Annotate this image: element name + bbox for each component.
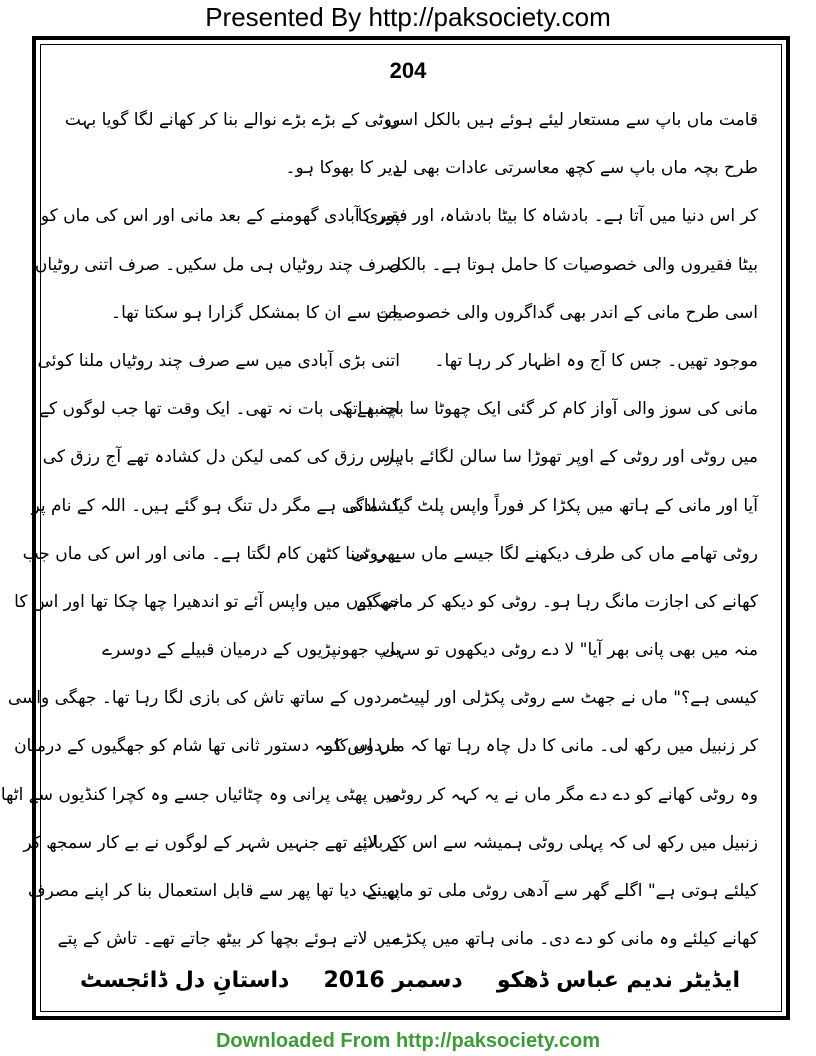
text-line: میں لاتے ہوئے بچھا کر بیٹھ جاتے تھے۔ تاش کے پتے	[57, 929, 400, 950]
text-line: جن سے ان کا بمشکل گزارا ہو سکتا تھا۔	[111, 302, 400, 323]
text-line: میں پھٹی پرانی وہ چٹائیاں جسے وہ کچرا کنڈیوں سے اٹھا	[0, 784, 400, 805]
text-line: بھی دینا کٹھن کام لگتا ہے۔ مانی اور اس کی ماں جب	[22, 543, 400, 564]
downloaded-from-banner[interactable]: Downloaded From http://paksociety.com	[215, 1030, 601, 1052]
text-line: پھینک دیا تھا پھر سے قابل استعمال بنا کر اپنے مصرف	[28, 881, 400, 901]
page-footer	[80, 960, 740, 1000]
footer-editor: ایڈیٹر ندیم عباس ڈھکو	[496, 967, 740, 993]
text-line: باپ جھونپڑیوں کے درمیان قبیلے کے دوسرے	[102, 640, 400, 661]
text-line: جھگیوں میں واپس آئے تو اندھیرا چھا چکا تھا اور اس کا	[14, 591, 400, 612]
text-line: کیلئے ہوتی ہے" اگلے گھر سے آدھی روٹی ملی تو ماں نے	[366, 881, 758, 901]
text-line: مانی کی سوز والی آواز کام کر گئی ایک چھوٹا سا بچہ ہاتھ	[342, 399, 758, 420]
page-number: 204	[389, 58, 427, 83]
text-line: طرح بچہ ماں باپ سے کچھ معاسرتی عادات بھی لے	[392, 158, 758, 179]
text-line: آیا اور مانی کے ہاتھ میں پکڑا کر فوراً واپس پلٹ گیا۔ مانی	[344, 495, 758, 516]
text-line: کر لائے تھے جنہیں شہر کے لوگوں نے بے کار سمجھ کر	[23, 832, 400, 853]
footer-date: دسمبر 2016	[323, 967, 463, 993]
text-line: کر زنبیل میں رکھ لی۔ مانی کا دل چاہ رہا تھا کہ ماں اس کو	[324, 736, 758, 757]
footer-magazine-name: داستانِ دل ڈائجسٹ	[80, 967, 290, 993]
text-line: روٹی کے بڑے بڑے نوالے بنا کر کھانے لگا گویا بہت	[64, 110, 400, 130]
text-line: کر اس دنیا میں آتا ہے۔ بادشاہ کا بیٹا بادشاہ، اور فقیر کا	[357, 206, 758, 227]
text-line: موجود تھیں۔ جس کا آج وہ اظہار کر رہا تھا۔	[434, 350, 758, 371]
text-line: پاس رزق کی کمی لیکن دل کشادہ تھے آج رزق کی	[42, 447, 400, 468]
text-line: اچنبھے کی بات نہ تھی۔ ایک وقت تھا جب لوگوں کے	[39, 399, 400, 420]
text-line: منہ میں بھی پانی بھر آیا" لا دے روٹی دیکھوں تو سہی	[382, 640, 758, 661]
text-line: کھانے کیلئے وہ مانی کو دے دی۔ مانی ہاتھ میں پکڑے	[393, 929, 758, 950]
text-line: مردوں کا یہ دستور ثانی تھا شام کو جھگیوں کے درمیان	[14, 736, 400, 757]
text-column-left	[0, 96, 400, 963]
text-line: دیر کا بھوکا ہو۔	[285, 158, 400, 179]
text-line: میں روٹی اور روٹی کے اوپر تھوڑا سا سالن لگائے باہر	[384, 447, 758, 468]
text-line: وہ روٹی کھانے کو دے دے مگر ماں نے یہ کہہ کر روٹی	[387, 784, 758, 805]
text-line: کھانے کی اجازت مانگ رہا ہو۔ روٹی کو دیکھ کر مانی کے	[356, 591, 758, 612]
text-line: روٹی تھامے ماں کی طرف دیکھنے لگا جیسے ماں سے روٹی	[350, 543, 758, 564]
text-line: پوری آبادی گھومنے کے بعد مانی اور اس کی ماں کو	[40, 206, 400, 227]
text-line: اسی طرح مانی کے اندر بھی گداگروں والی خصوصیات	[376, 302, 758, 323]
text-line: صرف چند روٹیاں ہی مل سکیں۔ صرف اتنی روٹیاں	[34, 254, 400, 275]
presented-by-banner: Presented By http://paksociety.com	[205, 2, 611, 32]
text-line: قامت ماں باپ سے مستعار لیئے ہوئے ہیں بالکل اسی	[385, 110, 758, 130]
text-line: کیسی ہے؟" ماں نے جھٹ سے روٹی پکڑلی اور لپیٹ	[397, 688, 758, 709]
text-line: زنبیل میں رکھ لی کہ پہلی روٹی ہمیشہ سے اس کے باپ	[357, 832, 758, 853]
text-line: مردوں کے ساتھ تاش کی بازی لگا رہا تھا۔ جھگی واسی	[7, 688, 400, 709]
text-line: بیٹا فقیروں والی خصوصیات کا حامل ہوتا ہے۔ بالکل	[388, 254, 758, 275]
text-line: اتنی بڑی آبادی میں سے صرف چند روٹیاں ملنا کوئی	[37, 350, 400, 371]
text-line: کشادگی ہے مگر دل تنگ ہو گئے ہیں۔ اللہ کے نام پر	[31, 495, 400, 516]
